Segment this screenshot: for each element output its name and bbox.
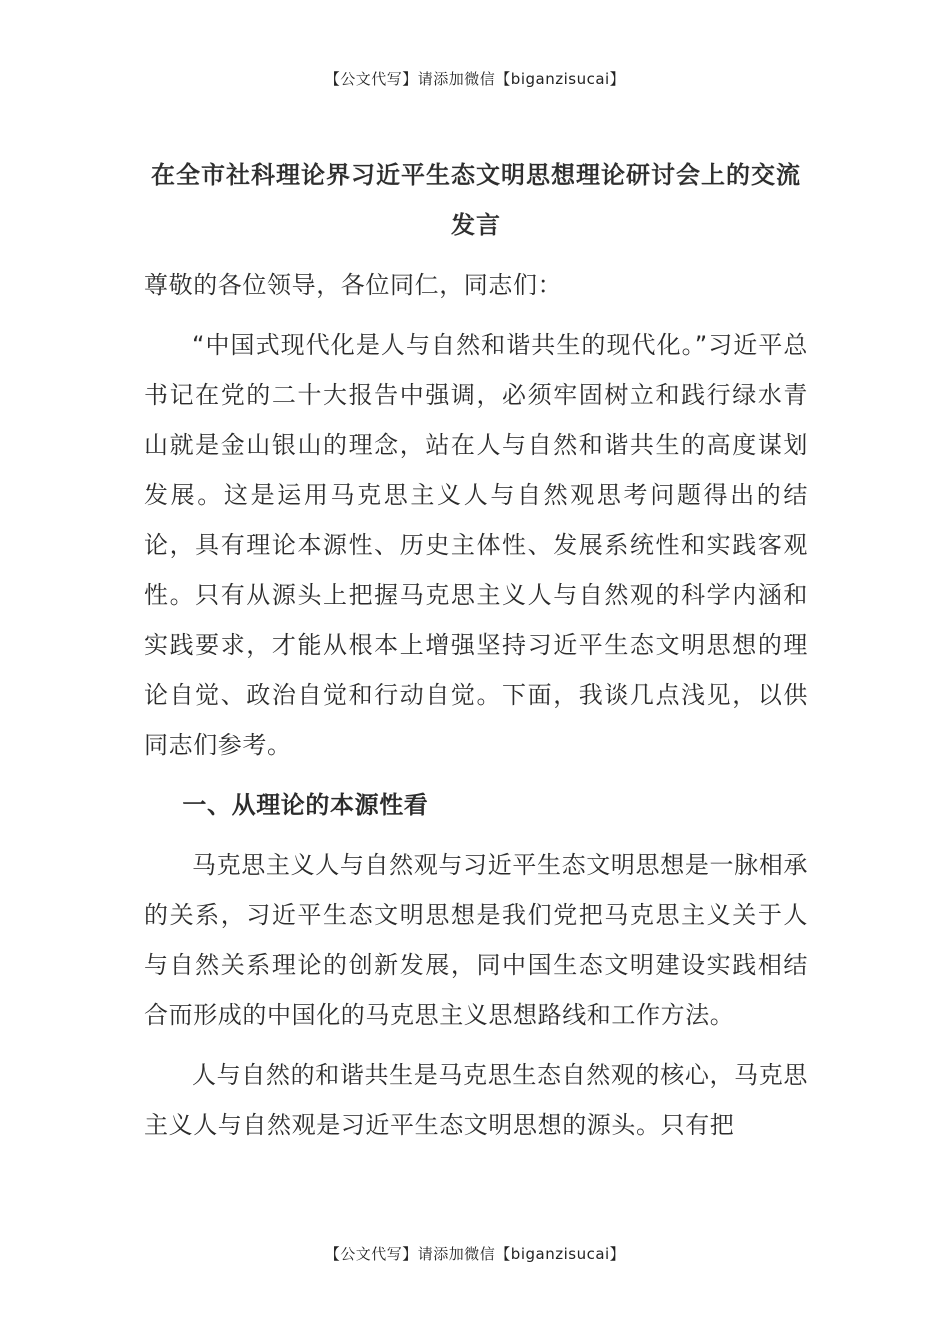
salutation: 尊敬的各位领导，各位同仁，同志们： bbox=[144, 271, 563, 299]
document-title: 在全市社科理论界习近平生态文明思想理论研讨会上的交流发言 bbox=[151, 161, 801, 239]
section-heading: 一、从理论的本源性看 bbox=[182, 791, 429, 819]
header-note: 【公文代写】请添加微信【biganzisucai】 bbox=[324, 70, 626, 88]
section-paragraph-1: 马克思主义人与自然观与习近平生态文明思想是一脉相承的关系，习近平生态文明思想是我们党把马克思主义关于人与自然关系理论的创新发展，同中国生态文明建设实践相结合而形成的中国化的马克思主义思想路线和工作方法。 bbox=[144, 851, 808, 1029]
document-body bbox=[144, 150, 808, 1150]
footer-note: 【公文代写】请添加微信【biganzisucai】 bbox=[324, 1245, 626, 1263]
section-paragraph-2: 人与自然的和谐共生是马克思生态自然观的核心，马克思主义人与自然观是习近平生态文明思想的源头。只有把 bbox=[144, 1061, 808, 1139]
intro-paragraph: “中国式现代化是人与自然和谐共生的现代化。”习近平总书记在党的二十大报告中强调，必须牢固树立和践行绿水青山就是金山银山的理念，站在人与自然和谐共生的高度谋划发展。这是运用马克思主义人与自然观思考问题得出的结论，具有理论本源性、历史主体性、发展系统性和实践客观性。只有从源头上把握马克思主义人与自然观的科学内涵和实践要求，才能从根本上增强坚持习近平生态文明思想的理论自觉、政治自觉和行动自觉。下面，我谈几点浅见，以供同志们参考。 bbox=[144, 331, 808, 759]
